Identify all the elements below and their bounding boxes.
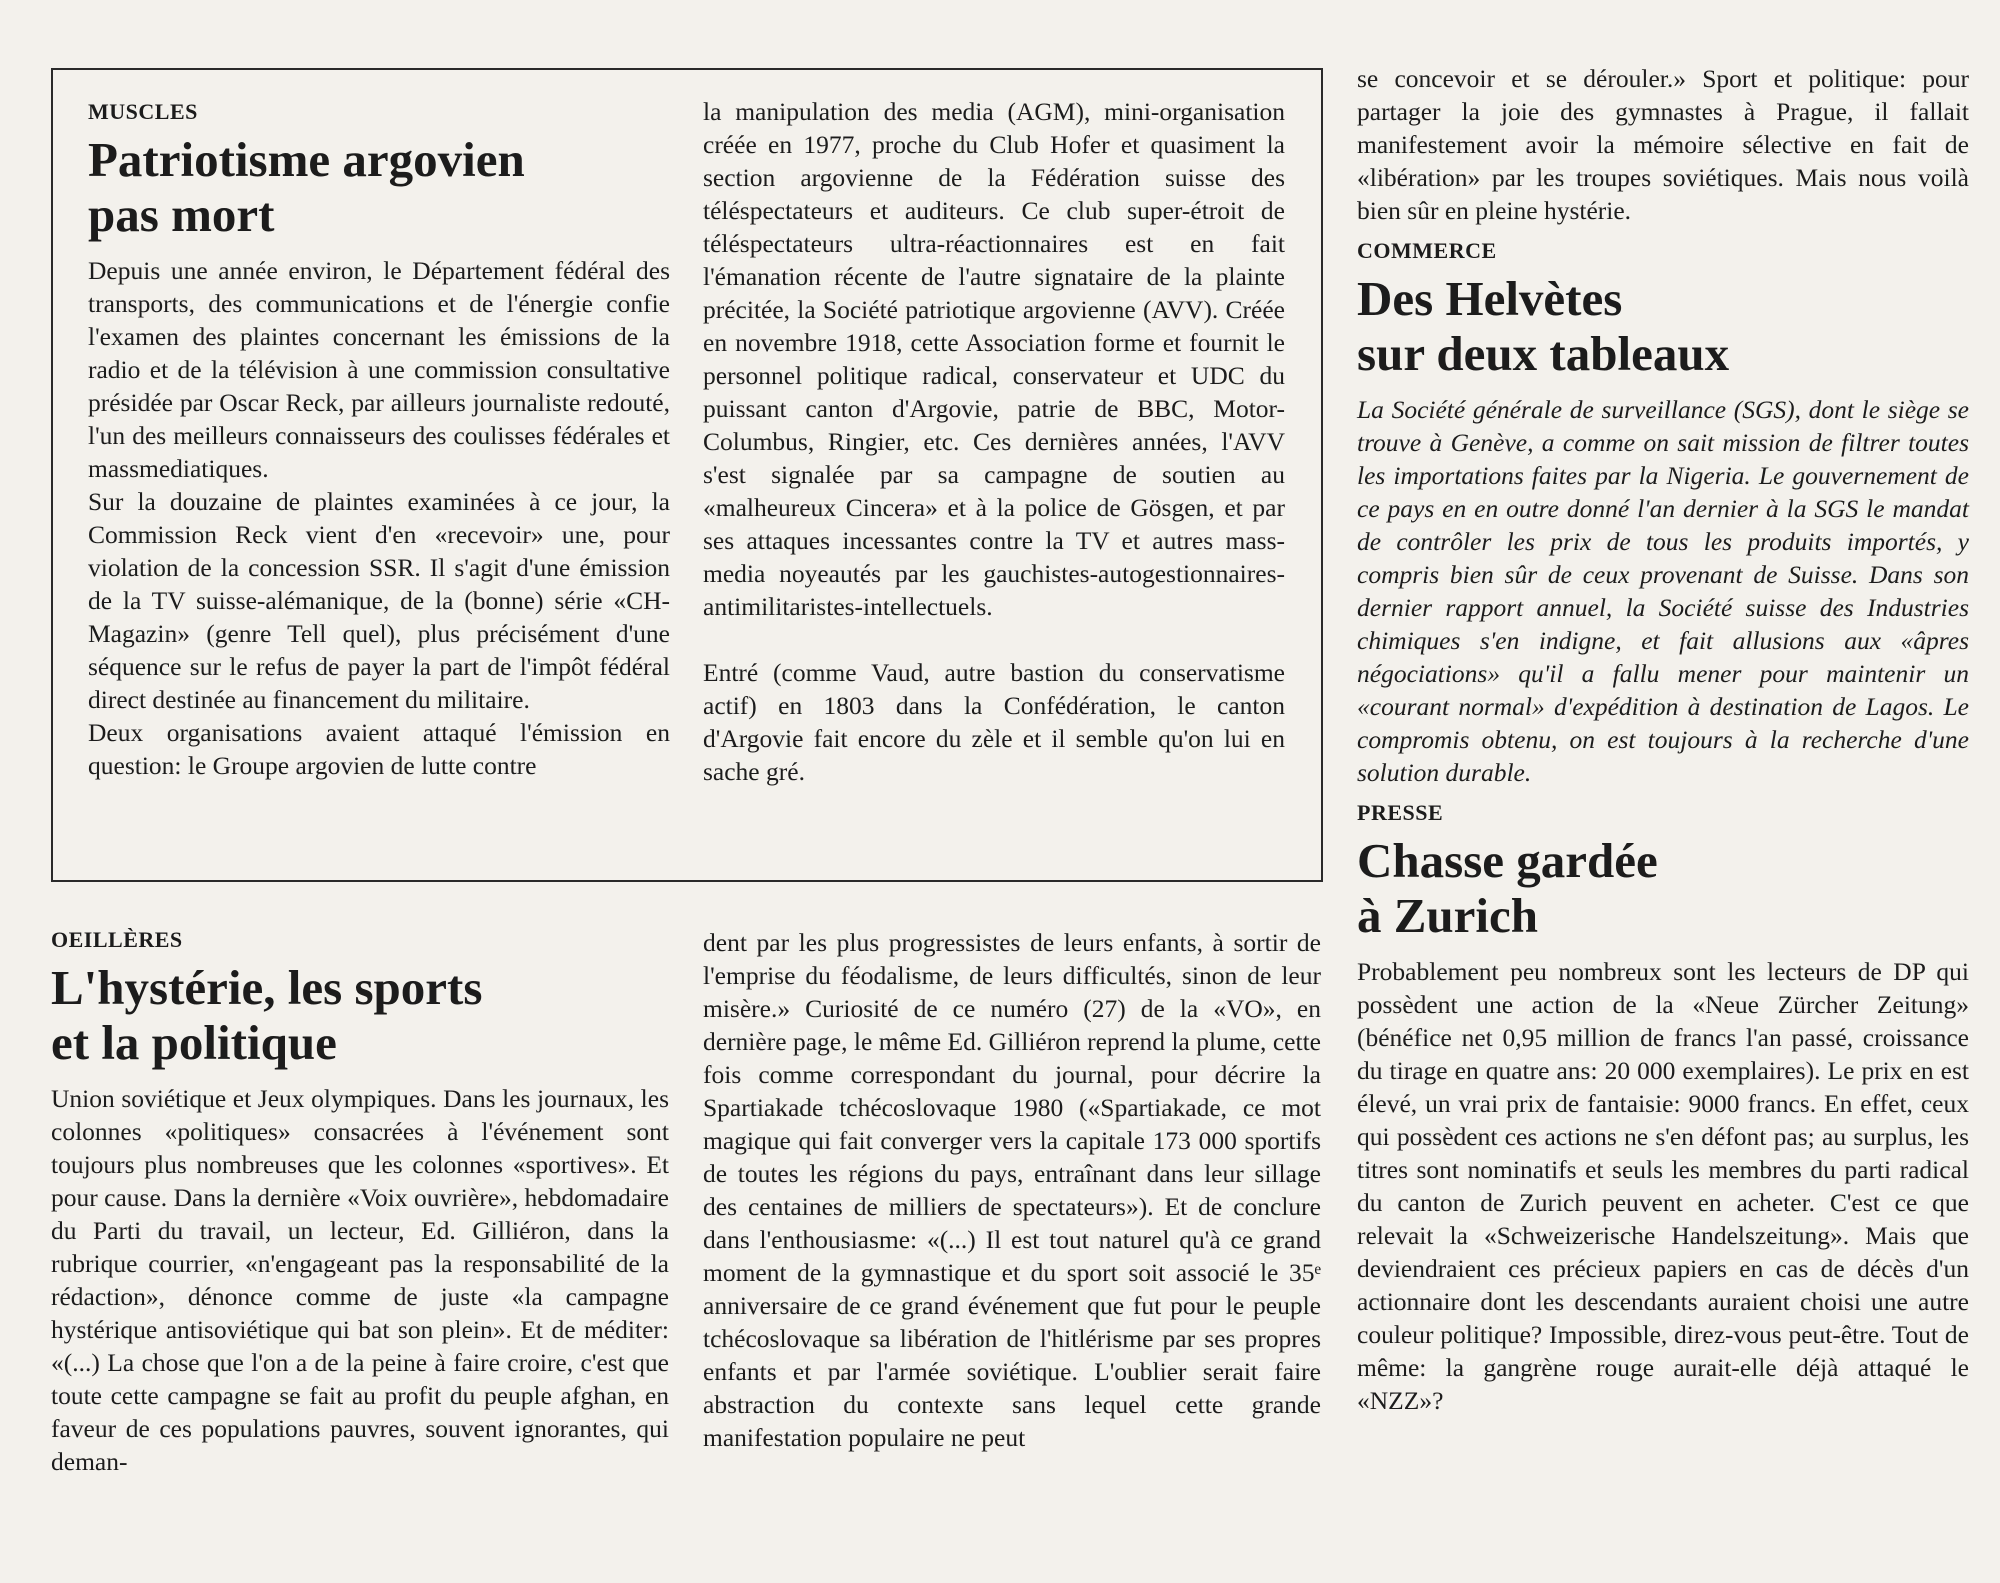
headline-line: L'hystérie, les sports [51,960,483,1015]
headline-line: Patriotisme argovien [88,132,525,187]
article-presse [1357,799,1969,1417]
article-commerce [1357,237,1969,789]
article-headline [1357,833,1969,943]
headline-line: à Zurich [1357,888,1539,943]
article-headline [88,132,670,242]
article-muscles-col-2 [703,95,1285,788]
paragraph: Sur la douzaine de plaintes examinées à ce jour, la Commission Reck vient d'en «recevoir» une, pour violation de la concession SSR. Il s'agit d'une émission de la TV suisse-alémanique, de la (bonne) série «CH-Magazin» (genre Tell quel), plus précisément d'une séquence sur le refus de payer la part de l'impôt fédéral direct destinée au financement du militaire. [88,487,670,714]
paragraph: Depuis une année environ, le Département fédéral des transports, des communications et de l'énergie confie l'examen des plaintes concernant les émissions de la radio et de la télévision à une commission consultative présidée par Oscar Reck, par ailleurs journaliste redouté, l'un des meilleurs connaisseurs des coulisses fédérales et massmediatiques. [88,256,670,483]
paragraph: se concevoir et se dérouler.» Sport et politique: pour partager la joie des gymnastes à Prague, il fallait manifestement avoir la mémoire sélective en fait de «libération» par les troupes soviétiques. Mais nous voilà bien sûr en pleine hystérie. [1357,64,1969,225]
section-kicker: PRESSE [1357,800,1444,825]
paragraph: la manipulation des media (AGM), mini-organisation créée en 1977, proche du Club Hofer et quasiment la section argovienne de la Fédération suisse des téléspectateurs et auditeurs. Ce club super-étroit de téléspectateurs ultra-réactionnaires est en fait l'émanation récente de l'autre signataire de la plainte précitée, la Société patriotique argovienne (AVV). Créée en novembre 1918, cette Association forme et fournit le personnel politique radical, conservateur et UDC du puissant canton d'Argovie, patrie de BBC, Motor-Columbus, Ringier, etc. Ces dernières années, l'AVV s'est signalée par sa campagne de soutien au «malheureux Cincera» et à la police de Gösgen, et par ses attaques incessantes contre la TV et autres mass-media noyeautés par les gauchistes-autogestionnaires-antimilitaristes-intellectuels. [703,97,1285,621]
paragraph: dent par les plus progressistes de leurs enfants, à sortir de l'emprise du féodalisme, de leurs difficultés, sinon de leur misère.» Curiosité de ce numéro (27) de la «VO», en dernière page, le même Ed. Gilliéron reprend la plume, cette fois comme correspondant du journal, pour décrire la Spartiakade tchécoslovaque 1980 («Spartiakade, ce mot magique qui fait converger vers la capitale 173 000 sportifs de toutes les régions du pays, entraînant dans leur sillage des centaines de milliers de spectateurs»). Et de conclure dans l'enthousiasme: «(...) Il est tout naturel qu'à ce grand moment de la gymnastique et du sport soit associé le 35ᵉ anniversaire de ce grand événement que fut pour le peuple tchécoslovaque sa libération de l'hitlérisme par ses propres enfants et par l'armée soviétique. L'oublier serait faire abstraction du contexte sans lequel cette grande manifestation populaire ne peut [703,928,1321,1452]
section-kicker: COMMERCE [1357,238,1497,263]
paragraph: Probablement peu nombreux sont les lecteurs de DP qui possèdent une action de la «Neue Zürcher Zeitung» (bénéfice net 0,95 million de francs l'an passé, croissance du tirage en quatre ans: 20 000 exemplaires). Le prix en est élevé, un vrai prix de fantaisie: 9000 francs. En effet, ceux qui possèdent ces actions ne s'en défont pas; au surplus, les titres sont nominatifs et seuls les membres du parti radical du canton de Zurich peuvent en acheter. C'est ce que relevait la «Schweizerische Handelszeitung». Mais que deviendraient ces précieux papiers en cas de décès d'un actionnaire dont les descendants auraient choisi une autre couleur politique? Impossible, direz-vous peut-être. Tout de même: la gangrène rouge aurait-elle déjà attaqué le «NZZ»? [1357,957,1969,1415]
section-kicker: MUSCLES [88,99,198,124]
paragraph: Union soviétique et Jeux olympiques. Dans les journaux, les colonnes «politiques» consacrées à l'événement sont toujours plus nombreuses que les colonnes «sportives». Et pour cause. Dans la dernière «Voix ouvrière», hebdomadaire du Parti du travail, un lecteur, Ed. Gilliéron, dans la rubrique courrier, «n'engageant pas la responsabilité de la rédaction», dénonce comme de juste «la campagne hystérique antisoviétique qui bat son plein». Et de méditer: «(...) La chose que l'on a de la peine à faire croire, c'est que toute cette campagne se fait au profit du peuple afghan, en faveur de ces populations pauvres, souvent ignorantes, qui deman- [51,1084,669,1476]
headline-line: Des Helvètes [1357,271,1623,326]
lead-paragraph: La Société générale de surveillance (SGS), dont le siège se trouve à Genève, a comme on sait mission de filtrer toutes les importations faites par la Nigeria. Le gouvernement de ce pays en en outre donné l'an dernier à la SGS le mandat de contrôler les prix de tous les produits importés, y compris bien sûr de ceux provenant de Suisse. Dans son dernier rapport annuel, la Société suisse des Industries chimiques s'en indigne, et fait allusions aux «âpres négociations» qu'il a fallu mener pour maintenir un «courant normal» d'expédition à destination de Lagos. Le compromis obtenu, on est toujours à la recherche d'une solution durable. [1357,395,1969,787]
article-oeilleres-col-2 [703,926,1321,1454]
headline-line: pas mort [88,187,275,242]
paragraph: Entré (comme Vaud, autre bastion du conservatisme actif) en 1803 dans la Confédération, le canton d'Argovie fait encore du zèle et il semble qu'on lui en sache gré. [703,658,1285,786]
article-oeilleres-col-1 [51,926,669,1478]
article-muscles-col-1 [88,98,670,782]
article-headline [51,960,669,1070]
article-headline [1357,271,1969,381]
headline-line: sur deux tableaux [1357,326,1730,381]
headline-line: et la politique [51,1015,337,1070]
headline-line: Chasse gardée [1357,833,1658,888]
paragraph: Deux organisations avaient attaqué l'émission en question: le Groupe argovien de lutte contre [88,718,670,780]
right-column [1357,62,1969,1417]
section-kicker: OEILLÈRES [51,927,183,952]
